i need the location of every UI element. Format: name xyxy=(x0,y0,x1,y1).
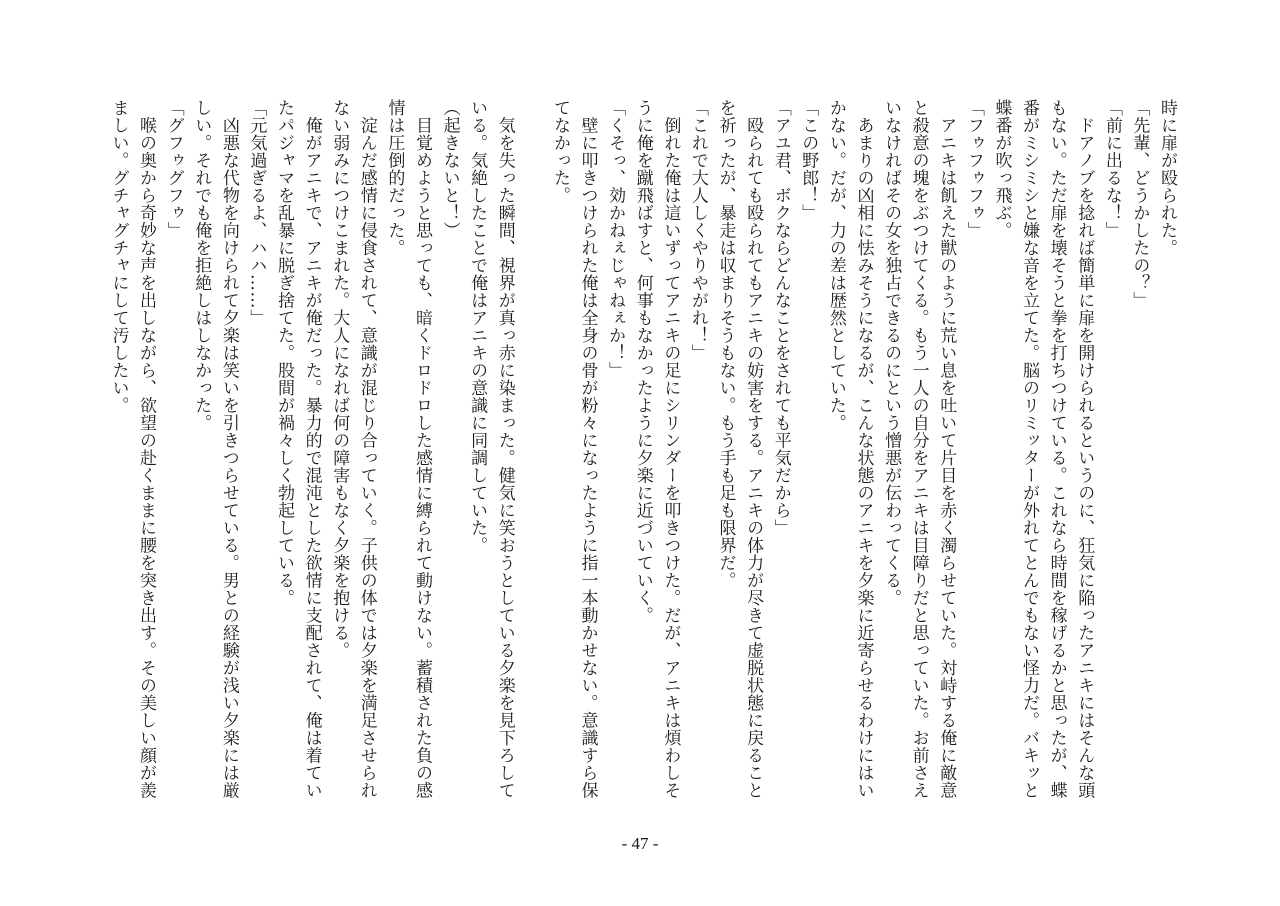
text-line: 「元気過ぎるよ、ハハ……」 xyxy=(246,99,267,327)
text-line: 気を失った瞬間、視界が真っ赤に染まった。健気に笑おうとしている夕楽を見下ろして xyxy=(494,99,515,799)
text-line: 情は圧倒的だった。 xyxy=(384,99,405,257)
text-line: 淀んだ感情に侵食されて、意識が混じり合っていく。子供の体では夕楽を満足させられ xyxy=(356,99,377,799)
text-line: 「先輩、どうかしたの？」 xyxy=(1129,99,1150,309)
text-line: 番がミシミシと嫌な音を立てた。脳のリミッターが外れてとんでもない怪力だ。バキッと xyxy=(1019,99,1040,799)
text-line: 「この野郎！」 xyxy=(798,99,819,222)
text-line: 蝶番が吹っ飛ぶ。 xyxy=(991,99,1012,239)
text-line: しい。それでも俺を拒絶しはしなかった。 xyxy=(191,99,212,432)
blank-line xyxy=(518,99,546,811)
text-line: 時に扉が殴られた。 xyxy=(1157,99,1177,257)
text-line: たパジャマを乱暴に脱ぎ捨てた。股間が禍々しく勃起している。 xyxy=(274,99,294,607)
text-line: あまりの凶相に怯みそうになるが、こんな状態のアニキを夕楽に近寄らせるわけにはい xyxy=(853,99,874,799)
text-line: を祈ったが、暴走は収まりそうもない。もう手も足も限界だ。 xyxy=(715,99,736,589)
text-line: ドアノブを捻れば簡単に扉を開けられるというのに、狂気に陥ったアニキにはそんな頭 xyxy=(1074,99,1095,799)
text-line: 倒れた俺は這いずってアニキの足にシリンダーを叩きつけた。だが、アニキは煩わしそ xyxy=(660,99,681,799)
text-line: てなかった。 xyxy=(549,99,570,204)
text-line: 「グフゥグフゥ」 xyxy=(163,99,184,239)
text-line: 「これで大人しくやりやがれ！」 xyxy=(687,99,708,362)
text-line: いなければその女を独占できるのにという憎悪が伝わってくる。 xyxy=(881,99,902,607)
text-line: うに俺を蹴飛ばすと、何事もなかったように夕楽に近づいていく。 xyxy=(632,99,653,624)
text-line: 「くそっ、効かねぇじゃねぇか！」 xyxy=(605,99,626,379)
page-number: - 47 - xyxy=(621,834,659,853)
text-line: アニキは飢えた獣のように荒い息を吐いて片目を赤く濁らせていた。対峙する俺に敵意 xyxy=(936,99,957,799)
vertical-body-text xyxy=(103,99,1180,811)
text-line: 凶悪な代物を向けられて夕楽は笑いを引きつらせている。男との経験が浅い夕楽には厳 xyxy=(218,99,239,799)
text-line: 俺がアニキで、アニキが俺だった。暴力的で混沌とした欲情に支配されて、俺は着てい xyxy=(301,99,322,799)
text-line: ない弱みにつけこまれた。大人になれば何の障害もなく夕楽を抱ける。 xyxy=(329,99,350,659)
text-line: もない。ただ扉を壊そうと拳を打ちつけている。これなら時間を稼げるかと思ったが、蝶 xyxy=(1046,99,1067,799)
text-line: いる。気絶したことで俺はアニキの意識に同調していた。 xyxy=(467,99,488,554)
text-line: ましい。グチャグチャにして汚したい。 xyxy=(108,99,129,414)
text-line: 壁に叩きつけられた俺は全身の骨が粉々になったように指一本動かせない。意識すら保 xyxy=(577,99,598,799)
text-line: 殴られても殴られてもアニキの妨害をする。アニキの体力が尽きて虚脱状態に戻ること xyxy=(743,99,764,799)
text-line: （起きないと！） xyxy=(439,99,460,239)
text-line: と殺意の塊をぶつけてくる。もう一人の自分をアニキは目障りだと思っていた。お前さえ xyxy=(908,99,929,799)
text-line: 「フゥフゥフゥ」 xyxy=(963,99,984,239)
text-line: かない。だが、力の差は歴然としていた。 xyxy=(825,99,846,432)
text-line: 「アユ君、ボクならどんなことをされても平気だから」 xyxy=(770,99,791,537)
text-line: 喉の奥から奇妙な声を出しながら、欲望の赴くままに腰を突き出す。その美しい顔が羨 xyxy=(136,99,157,799)
text-line: 「前に出るな！」 xyxy=(1101,99,1122,239)
text-line: 目覚めようと思っても、暗くドロドロした感情に縛られて動けない。蓄積された負の感 xyxy=(411,99,432,799)
